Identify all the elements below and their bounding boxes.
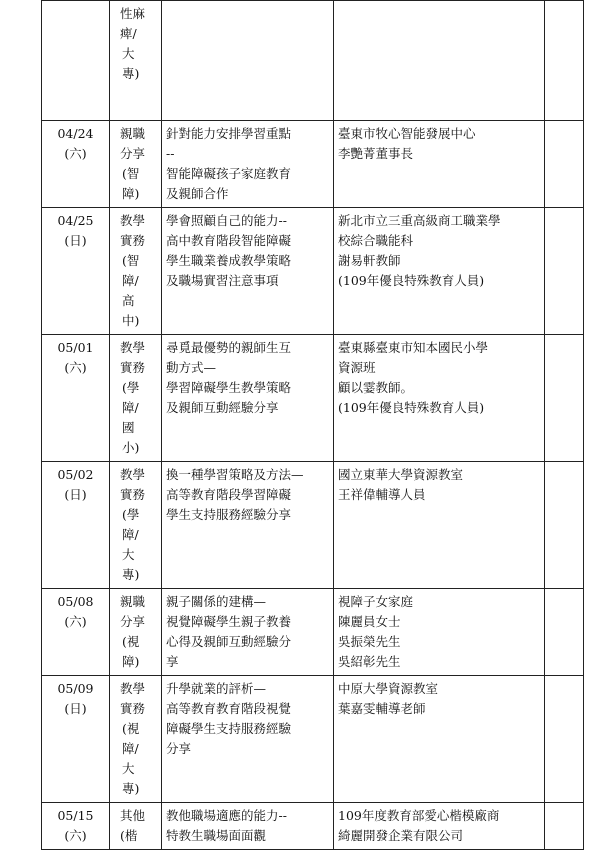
topic-line: 教他職場適應的能力-- (166, 808, 287, 823)
schedule-row (42, 803, 584, 850)
speaker-cell (334, 335, 545, 462)
topic-cell (162, 803, 334, 850)
category-line: 性麻 (120, 6, 146, 21)
topic-line: 分享 (166, 741, 192, 756)
topic-cell (162, 121, 334, 208)
date-text: 04/25 (57, 213, 94, 228)
empty-cell (545, 335, 584, 462)
speaker-line: 臺東縣臺東市知本國民小學 (338, 340, 489, 355)
category-line: 教學 (120, 681, 146, 696)
empty-cell (545, 462, 584, 589)
date-cell (42, 1, 110, 121)
speaker-cell (334, 589, 545, 676)
category-line: 大 (122, 46, 135, 61)
topic-line: 障礙學生支持服務經驗 (166, 721, 292, 736)
speaker-line: 109年度教育部愛心楷模廠商 (338, 808, 500, 823)
speaker-line: 新北市立三重高級商工職業學 (338, 213, 501, 228)
date-text: 04/24 (57, 126, 94, 141)
category-cell (110, 121, 162, 208)
schedule-row (42, 589, 584, 676)
date-cell (42, 121, 110, 208)
speaker-line: 李艷菁董事長 (338, 146, 414, 161)
weekday-text: (六) (64, 614, 87, 629)
speaker-line: (109年優良特殊教育人員) (338, 273, 485, 288)
date-text: 05/08 (57, 594, 94, 609)
date-text: 05/15 (57, 808, 94, 823)
topic-line: 尋覓最優勢的親師生互 (166, 340, 292, 355)
category-line: (楷 (120, 828, 138, 843)
category-line: 實務 (120, 701, 146, 716)
topic-line: -- (166, 146, 175, 161)
category-line: 障/ (122, 741, 139, 756)
schedule-row (42, 208, 584, 335)
category-line: (視 (122, 721, 140, 736)
category-line: 高 (122, 293, 135, 308)
weekday-text: (六) (64, 360, 87, 375)
category-line: 專) (122, 567, 140, 582)
empty-cell (545, 208, 584, 335)
weekday-text: (日) (64, 701, 87, 716)
weekday-text: (日) (64, 233, 87, 248)
category-line: (視 (122, 634, 140, 649)
date-text: 05/01 (57, 340, 94, 355)
category-line: 中) (122, 313, 140, 328)
category-cell (110, 335, 162, 462)
category-line: 實務 (120, 233, 146, 248)
category-line: 障/ (122, 273, 139, 288)
topic-line: 視覺障礙學生親子教養 (166, 614, 292, 629)
category-line: 大 (122, 761, 135, 776)
category-line: 教學 (120, 340, 146, 355)
topic-line: 特教生職場面面觀 (166, 828, 267, 843)
speaker-cell (334, 208, 545, 335)
date-text: 05/09 (57, 681, 94, 696)
topic-line: 高中教育階段智能障礙 (166, 233, 292, 248)
speaker-line: 資源班 (338, 360, 376, 375)
topic-line: 享 (166, 654, 179, 669)
category-cell (110, 462, 162, 589)
category-line: 實務 (120, 487, 146, 502)
speaker-cell (334, 462, 545, 589)
category-cell (110, 589, 162, 676)
category-line: 實務 (120, 360, 146, 375)
topic-line: 親子關係的建構— (166, 594, 267, 609)
topic-cell (162, 335, 334, 462)
topic-line: 學生職業養成教學策略 (166, 253, 292, 268)
category-line: 親職 (120, 594, 146, 609)
category-line: 障) (122, 654, 140, 669)
speaker-line: 王祥偉輔導人員 (338, 487, 426, 502)
empty-cell (545, 589, 584, 676)
topic-line: 換一種學習策略及方法— (166, 467, 304, 482)
category-cell (110, 803, 162, 850)
date-cell (42, 462, 110, 589)
category-line: (學 (122, 507, 140, 522)
category-line: 分享 (120, 614, 146, 629)
topic-line: 學習障礙學生教學策略 (166, 380, 292, 395)
category-cell (110, 208, 162, 335)
topic-line: 心得及親師互動經驗分 (166, 634, 292, 649)
speaker-cell (334, 676, 545, 803)
category-line: 專) (122, 781, 140, 796)
speaker-line: 校綜合職能科 (338, 233, 414, 248)
date-cell (42, 803, 110, 850)
date-cell (42, 589, 110, 676)
speaker-line: 吳紹彰先生 (338, 654, 401, 669)
schedule-row (42, 1, 584, 121)
speaker-cell (334, 121, 545, 208)
topic-cell (162, 589, 334, 676)
category-line: 大 (122, 547, 135, 562)
date-cell (42, 335, 110, 462)
speaker-line: (109年優良特殊教育人員) (338, 400, 485, 415)
topic-line: 及親師合作 (166, 186, 229, 201)
empty-cell (545, 1, 584, 121)
category-line: 障/ (122, 400, 139, 415)
topic-line: 針對能力安排學習重點 (166, 126, 292, 141)
topic-line: 升學就業的評析— (166, 681, 267, 696)
category-line: 國 (122, 420, 135, 435)
speaker-line: 吳振榮先生 (338, 634, 401, 649)
category-line: (智 (122, 166, 140, 181)
topic-cell (162, 676, 334, 803)
speaker-line: 謝易軒教師 (338, 253, 401, 268)
speaker-line: 綺麗開發企業有限公司 (338, 828, 464, 843)
topic-line: 高等教育教育階段視覺 (166, 701, 292, 716)
topic-line: 高等教育階段學習障礙 (166, 487, 292, 502)
category-line: (智 (122, 253, 140, 268)
topic-line: 學生支持服務經驗分享 (166, 507, 292, 522)
topic-line: 動方式— (166, 360, 217, 375)
category-line: 教學 (120, 213, 146, 228)
empty-cell (545, 803, 584, 850)
schedule-body (42, 1, 584, 850)
date-text: 05/02 (57, 467, 94, 482)
speaker-cell (334, 1, 545, 121)
topic-line: 智能障礙孩子家庭教育 (166, 166, 292, 181)
empty-cell (545, 676, 584, 803)
category-cell (110, 1, 162, 121)
weekday-text: (六) (64, 828, 87, 843)
category-line: 親職 (120, 126, 146, 141)
category-line: (學 (122, 380, 140, 395)
weekday-text: (日) (64, 487, 87, 502)
category-line: 專) (122, 66, 140, 81)
speaker-line: 國立東華大學資源教室 (338, 467, 464, 482)
topic-line: 學會照顧自己的能力-- (166, 213, 287, 228)
category-line: 小) (122, 440, 140, 455)
category-line: 痺/ (120, 26, 137, 41)
schedule-row (42, 462, 584, 589)
topic-cell (162, 208, 334, 335)
category-line: 其他 (120, 808, 146, 823)
schedule-row (42, 676, 584, 803)
speaker-line: 顧以霎教師。 (338, 380, 414, 395)
schedule-row (42, 335, 584, 462)
empty-cell (545, 121, 584, 208)
category-line: 障) (122, 186, 140, 201)
speaker-line: 中原大學資源教室 (338, 681, 439, 696)
topic-cell (162, 462, 334, 589)
category-line: 分享 (120, 146, 146, 161)
weekday-text: (六) (64, 146, 87, 161)
category-line: 障/ (122, 527, 139, 542)
date-cell (42, 208, 110, 335)
speaker-line: 臺東市牧心智能發展中心 (338, 126, 476, 141)
date-cell (42, 676, 110, 803)
category-cell (110, 676, 162, 803)
topic-line: 及職場實習注意事項 (166, 273, 279, 288)
speaker-line: 視障子女家庭 (338, 594, 414, 609)
topic-line: 及親師互動經驗分享 (166, 400, 279, 415)
schedule-table (41, 0, 584, 850)
schedule-row (42, 121, 584, 208)
speaker-line: 陳麗員女士 (338, 614, 401, 629)
category-line: 教學 (120, 467, 146, 482)
speaker-cell (334, 803, 545, 850)
speaker-line: 葉嘉雯輔導老師 (338, 701, 426, 716)
topic-cell (162, 1, 334, 121)
